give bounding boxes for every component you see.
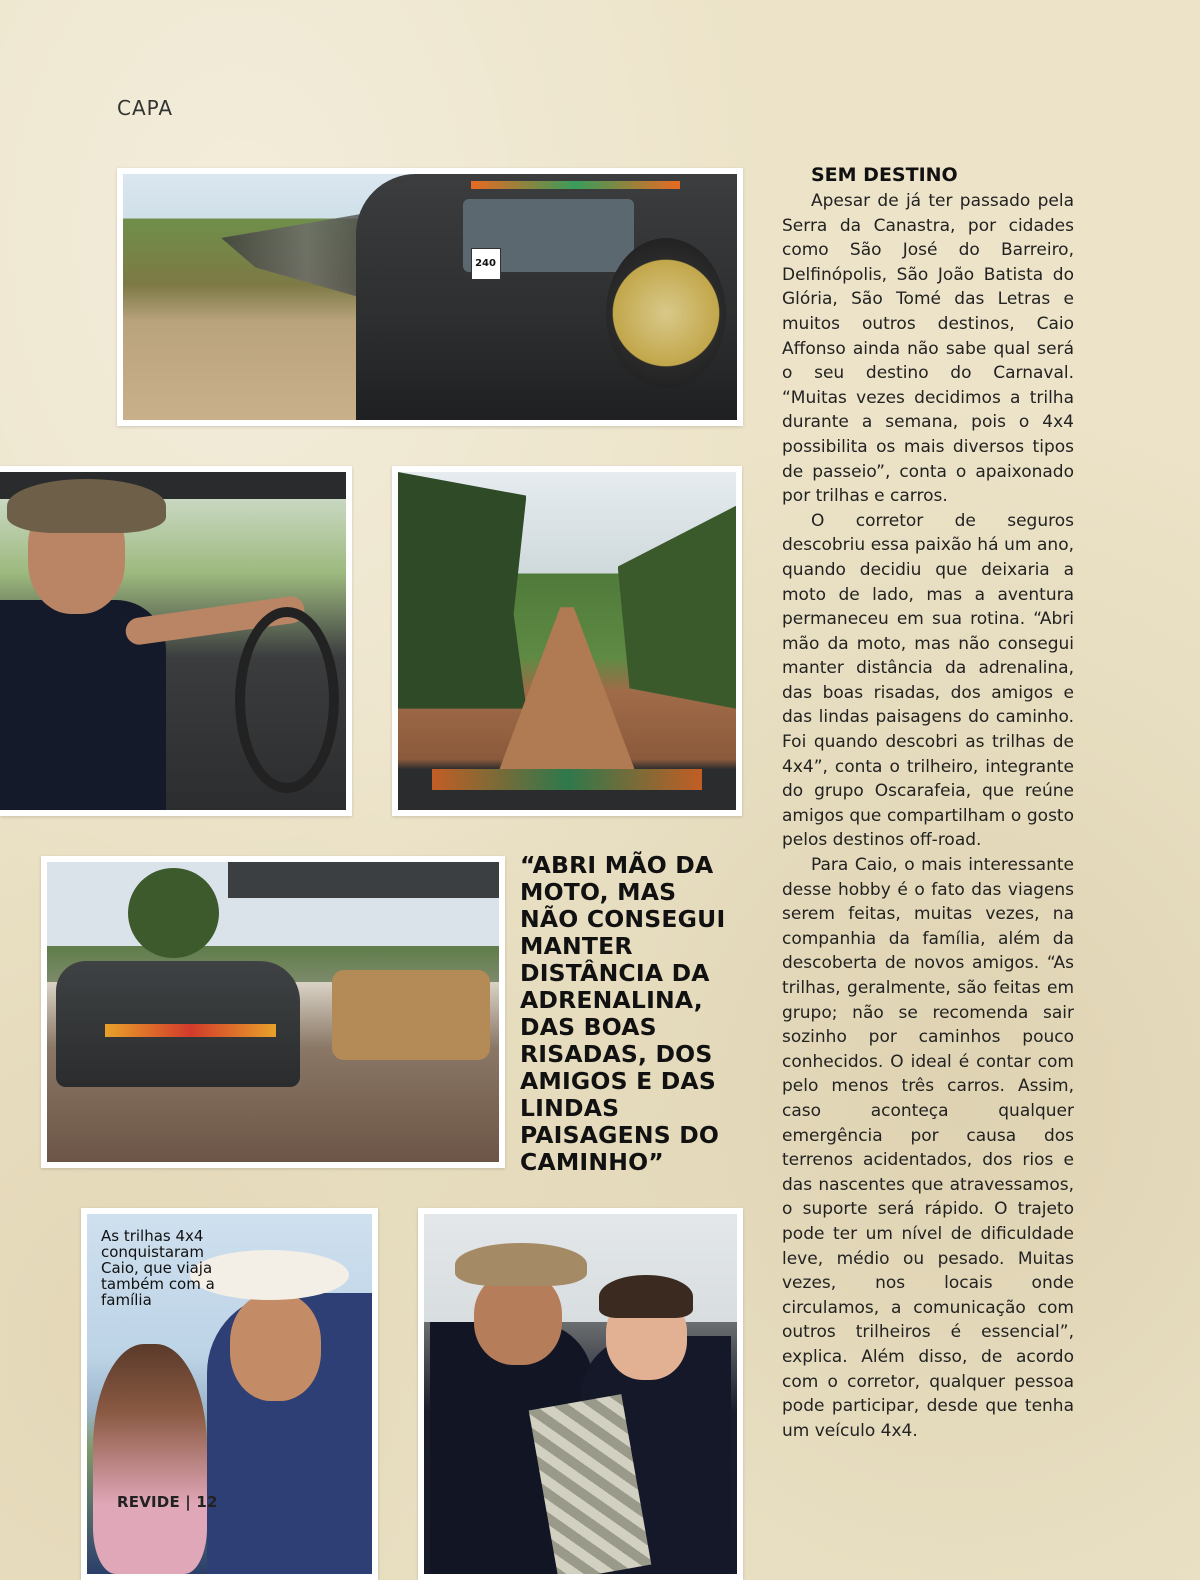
photo-driver <box>0 466 352 816</box>
jeep-rear <box>356 174 737 420</box>
photo-convoy <box>117 168 743 426</box>
article-column <box>782 163 1074 1443</box>
photo-couple <box>81 1208 378 1580</box>
article-paragraph-2: O corretor de seguros descobriu essa paixão há um ano, quando decidiu que deixaria a moto de lado, mas a aventura permaneceu em sua rotina. “Abri mão da moto, mas não consegui manter distância da adrenalina, das boas risadas, dos amigos e das lindas paisagens do caminho. Foi quando descobri as trilhas de 4x4”, conta o trilheiro, integrante do grupo Oscarafeia, que reúne amigos que compartilham o gosto pelos destinos off-road. <box>782 510 1074 851</box>
page-folio: REVIDE | 12 <box>117 1493 218 1511</box>
pull-quote: “ABRI MÃO DA MOTO, MAS NÃO CONSEGUI MANTER DISTÂNCIA DA ADRENALINA, DAS BOAS RISADAS, DOS AMIGOS E DAS LINDAS PAISAGENS DO CAMINHO” <box>520 851 726 1176</box>
steering-wheel <box>235 607 339 793</box>
spare-tire <box>606 238 726 388</box>
article-paragraph-3: Para Caio, o mais interessante desse hobby é o fato das viagens serem feitas, muitas vezes, na companhia da família, além da descoberta de novos amigos. “As trilhas, geralmente, são feitas em grupo; não se recomenda sair sozinho por caminhos pouco conhecidos. O ideal é contar com pelo menos três carros. Assim, caso aconteça qualquer emergência por causa dos terrenos acidentados, dos rios e das nascentes que atravessamos, o suporte será rápido. O trajeto pode ter um nível de dificuldade leve, médio ou pesado. Muitas vezes, nos locais onde circulamos, a comunicação com outros trilheiros é essencial”, explica. Além disso, de acordo com o corretor, qualquer pessoa pode participar, desde que tenha um veículo 4x4. <box>782 855 1074 1441</box>
race-number: 240 <box>471 248 501 280</box>
photo-gas-station <box>41 856 505 1168</box>
article-paragraph-1: Apesar de já ter passado pela Serra da Canastra, por cidades como São José do Barreiro, Delfinópolis, São João Batista do Glória, São Tomé das Letras e muitos outros destinos, Caio Affonso ainda não sabe qual será o seu destino do Carnaval. “Muitas vezes decidimos a trilha durante a semana, pois o 4x4 possibilita os mais diversos tipos de passeio”, conta o apaixonado por trilhas e carros. <box>782 191 1074 507</box>
photo-father-son <box>418 1208 743 1580</box>
photo-muddy-road <box>392 466 742 816</box>
photo-caption: As trilhas 4x4 conquistaram Caio, que viaja também com a família <box>101 1227 215 1309</box>
section-label: CAPA <box>117 96 174 120</box>
article-heading: SEM DESTINO <box>811 164 958 186</box>
